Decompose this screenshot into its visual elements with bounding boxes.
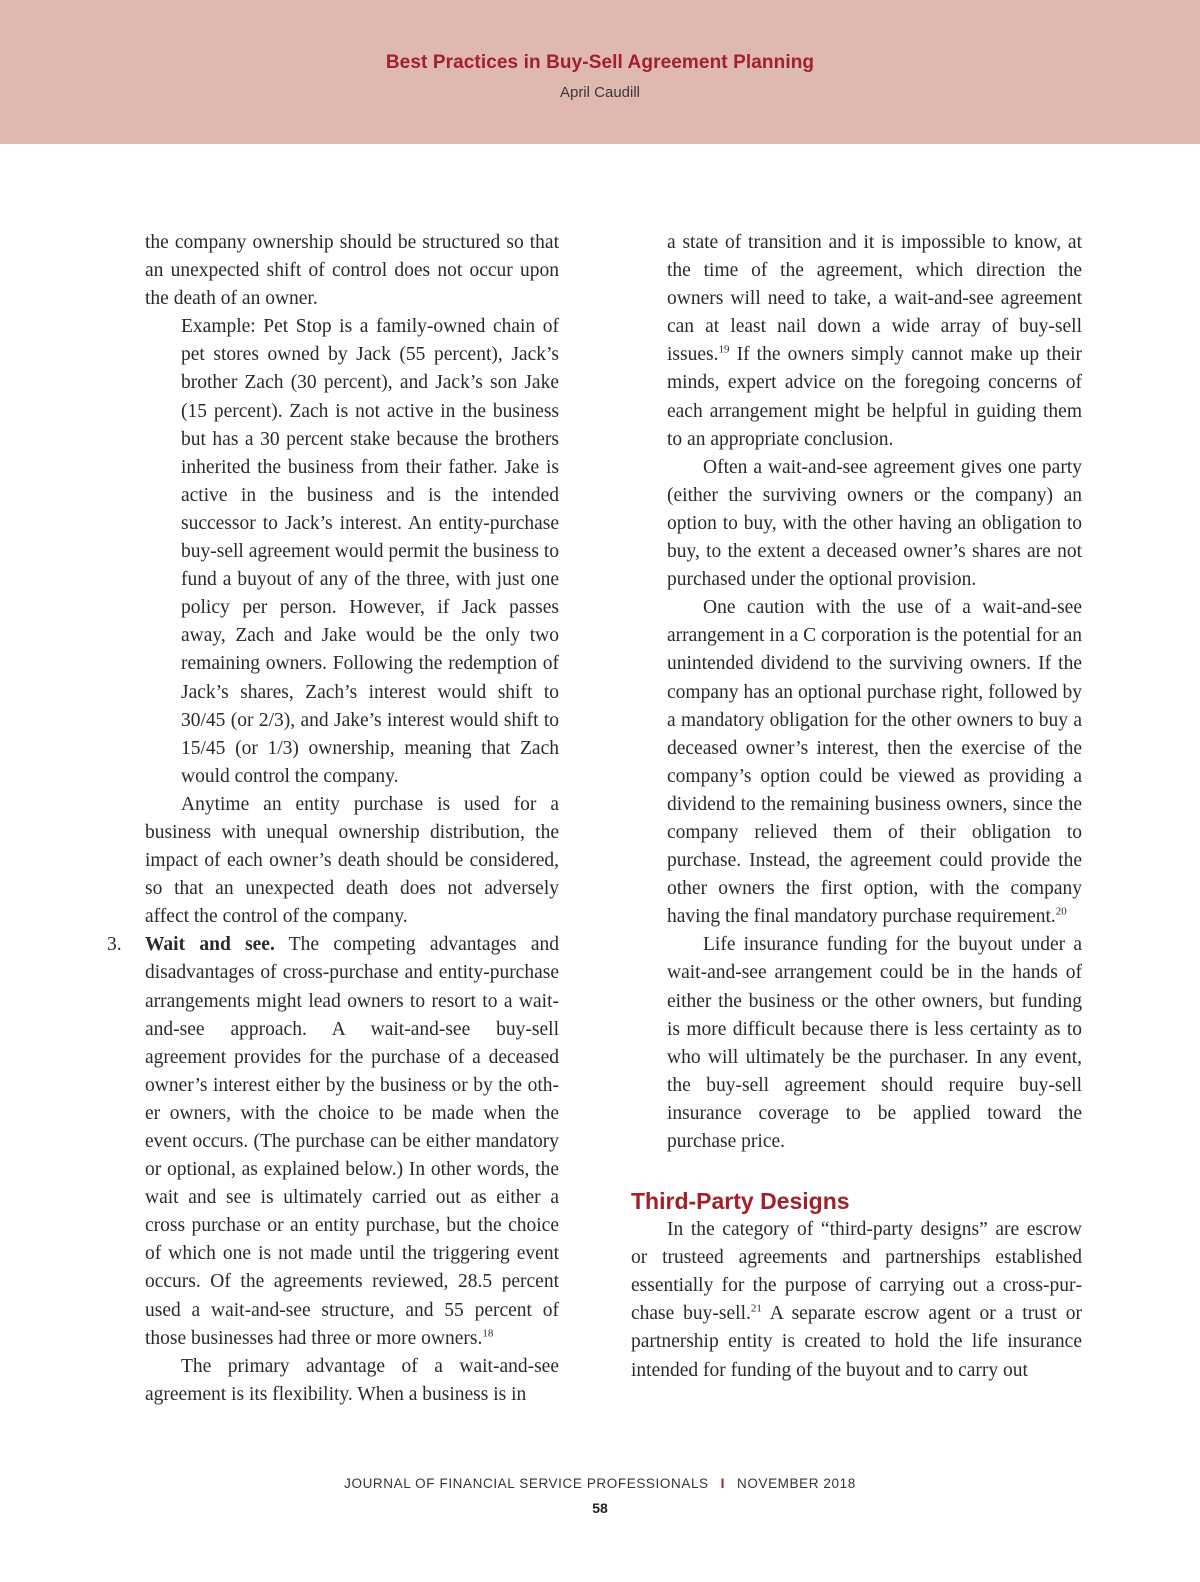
running-header [0, 0, 1200, 144]
item-heading: Wait and see. [145, 934, 275, 956]
issue-date: NOVEMBER 2018 [737, 1476, 856, 1491]
paragraph: The primary advantage of a wait-and-see agreement is its flexibility. When a business is in [145, 1355, 559, 1405]
paragraph: Life insurance funding for the buyout under a wait-and-see arrangement could be in the hands of either the business or the other owners, but funding is more difficult because there is less certainty as to who will ultimately be the purchaser. In any event, the buy-sell agreement should require buy-sell insurance coverage to be applied toward the purchase price. [667, 934, 1082, 1152]
right-column [631, 229, 1082, 1385]
article-title: Best Practices in Buy-Sell Agreement Planning [385, 52, 815, 73]
list-item-wait-and-see [107, 931, 559, 1352]
article-author: April Caudill [559, 84, 641, 101]
paragraph-text: One caution with the use of a wait-and-see arrangement in a C corporation is the potential for an unintended dividend to the surviving owners. If the company has an optional purchase right, followed by a mandatory obligation for the other owners to buy a deceased owner’s interest, then the exercise of the company’s option could be viewed as providing a dividend to the remaining business owners, since the company relieved them of their obligation to purchase. Instead, the agreement could provide the other owners the first option, with the company having the final mandatory purchase requirement. [667, 597, 1082, 928]
footnote-ref-21: 21 [750, 1302, 762, 1315]
paragraph-text: a state of transition and it is impossible to know, at the time of the agreement, which direction the owners will need to take, a wait-and-see agreement can at least nail down a wide array of buy-sell issues. [667, 232, 1082, 366]
paragraph: Anytime an entity purchase is used for a business with unequal ownership distribution, the impact of each owner’s death should be considered, so that an unexpected death does not adversely affect the control of the company. [145, 793, 559, 928]
paragraph [667, 229, 1082, 454]
paragraph [631, 1216, 1082, 1385]
paragraph-text: A separate escrow agent or a trust or partnership entity is created to hold the life insurance intended for funding of the buyout and to carry out [631, 1303, 1082, 1381]
footnote-ref-20: 20 [1055, 905, 1067, 918]
page-number: 58 [592, 1500, 608, 1516]
section-heading: Third-Party Designs [631, 1188, 850, 1215]
footnote-ref-19: 19 [718, 343, 730, 356]
footnote-ref-18: 18 [482, 1327, 494, 1340]
item-text: The competing advantages and disadvantages of cross-purchase and entity-purchase arrangements might lead owners to resort to a wait-and-see approach. A wait-and-see buy-sell agreement provides for the purchase of a deceased owner’s interest either by the business or by the other owners, with the choice to be made when the event occurs. (The purchase can be either mandatory or optional, as explained below.) In other words, the wait and see is ultimately carried out as either a cross purchase or an entity purchase, but the choice of which one is not made until the triggering event occurs. Of the agreements reviewed, 28.5 percent used a wait-and-see structure, and 55 percent of those businesses had three or more owners. [145, 934, 559, 1349]
paragraph-text: If the owners simply cannot make up their minds, expert advice on the foregoing concerns of each arrangement might be helpful in guiding them to an appropriate conclusion. [667, 344, 1082, 450]
journal-name: JOURNAL OF FINANCIAL SERVICE PROFESSIONALS [344, 1476, 709, 1491]
running-footer [0, 1476, 1200, 1491]
paragraph: Often a wait-and-see agreement gives one party (either the surviving owners or the company) an option to buy, with the other having an obligation to buy, to the extent a deceased owner’s shares are not purchased under the optional provision. [667, 456, 1082, 591]
paragraph [667, 594, 1082, 931]
example-paragraph: Example: Pet Stop is a family-owned chain of pet stores owned by Jack (55 percent), Jack’s brother Zach (30 percent), and Jack’s son Jake (15 percent). Zach is not active in the business but has a 30 percent stake because the brothers inherited the business from their father. Jake is active in the business and is the intended successor to Jack’s interest. An entity-purchase buy-sell agreement would permit the business to fund a buyout of any of the three, with just one policy per person. However, if Jack passes away, Zach and Jake would be the only two remaining owners. Following the redemption of Jack’s shares, Zach’s interest would shift to 30/45 (or 2/3), and Jake’s interest would shift to 15/45 (or 1/3) ownership, meaning that Zach would control the company. [181, 316, 560, 787]
paragraph-text: In the category of “third-party designs” are escrow or trusteed agreements and partnerships established essentially for the purpose of carrying out a cross-purchase buy-sell. [631, 1219, 1082, 1325]
footer-separator: I [720, 1476, 726, 1491]
paragraph: the company ownership should be structured so that an unexpected shift of control does not occur upon the death of an owner. [145, 232, 559, 310]
list-number: 3. [107, 934, 122, 956]
left-column [107, 229, 560, 1409]
